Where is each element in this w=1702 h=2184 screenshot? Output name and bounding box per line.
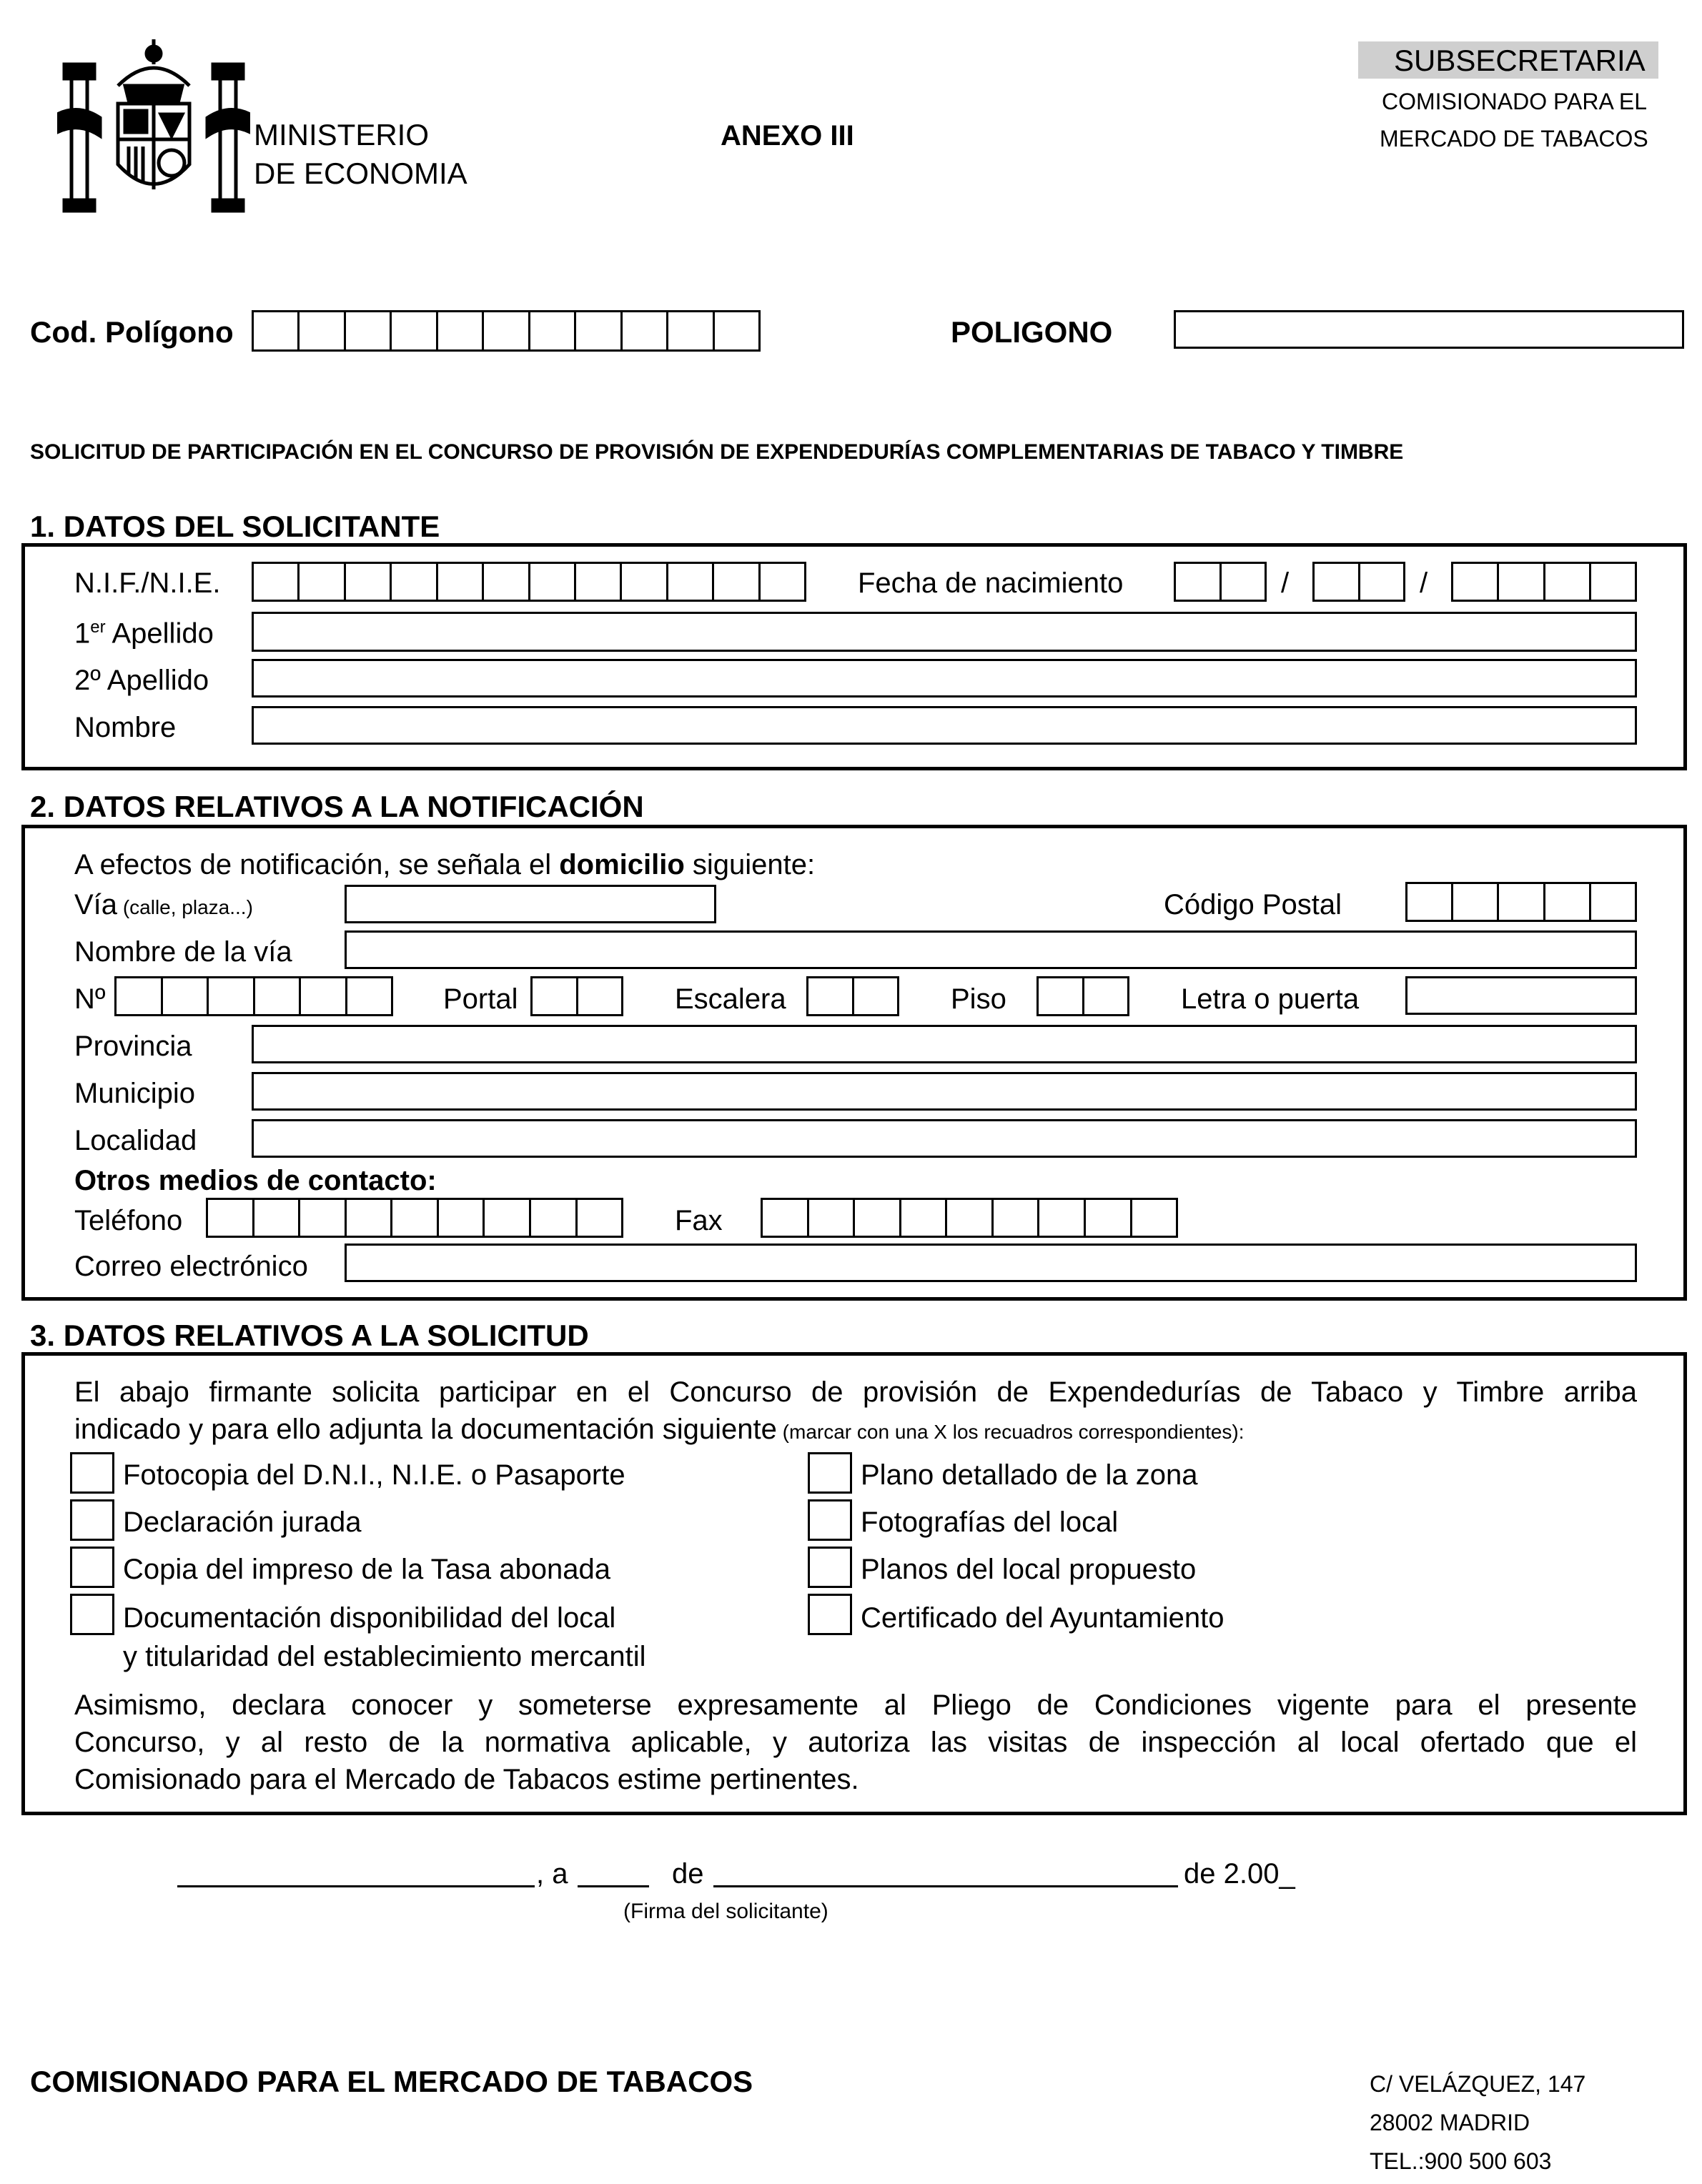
fax-label: Fax [675, 1205, 723, 1236]
fax-input[interactable] [761, 1198, 1178, 1238]
firma-solicitante-label: (Firma del solicitante) [623, 1900, 828, 1923]
intro-text-end: siguiente: [684, 849, 816, 880]
doc-item-documentacion-local-line2: y titularidad del establecimiento mercantil [123, 1641, 646, 1672]
solicitud-intro-line1: El abajo firmante solicita participar en el Concurso de provisión de Expendedurías de Tabaco y Timbre arriba [74, 1376, 1637, 1408]
comisionado-header-line1: COMISIONADO PARA EL [1382, 89, 1648, 114]
nombre-via-label: Nombre de la vía [74, 936, 292, 968]
via-text: Vía [74, 889, 118, 920]
signature-comma-a: , a [536, 1858, 568, 1890]
nombre-label: Nombre [74, 712, 177, 743]
form-title: SOLICITUD DE PARTICIPACIÓN EN EL CONCURSO DE PROVISIÓN DE EXPENDEDURÍAS COMPLEMENTARIAS DE TABACO Y TIMBRE [30, 440, 1404, 464]
notificacion-intro [74, 850, 815, 879]
intro-line2-text: indicado y para ello adjunta la documentación siguiente [74, 1414, 777, 1445]
codigo-postal-input[interactable] [1405, 882, 1637, 922]
checkbox-certificado-ayuntamiento[interactable] [808, 1594, 852, 1635]
portal-input[interactable] [530, 976, 623, 1016]
piso-label: Piso [951, 983, 1006, 1015]
intro-hint: (marcar con una X los recuadros correspondientes): [776, 1421, 1245, 1443]
doc-item-fotografias-local: Fotografías del local [861, 1507, 1119, 1538]
doc-item-fotocopia-dni: Fotocopia del D.N.I., N.I.E. o Pasaporte [123, 1459, 625, 1491]
annex-title: ANEXO III [721, 120, 854, 152]
section2-heading: 2. DATOS RELATIVOS A LA NOTIFICACIÓN [30, 790, 644, 823]
date-slash: / [1420, 567, 1428, 599]
escalera-input[interactable] [806, 976, 899, 1016]
ministry-name-line1: MINISTERIO [254, 118, 430, 152]
via-input[interactable] [345, 885, 716, 923]
place-signature-line[interactable] [177, 1885, 535, 1887]
nif-label: N.I.F./N.I.E. [74, 567, 221, 599]
signature-de: de [672, 1858, 704, 1890]
poligono-input[interactable] [1174, 310, 1684, 349]
fecha-nacimiento-label: Fecha de nacimiento [858, 567, 1124, 599]
checkbox-planos-local[interactable] [808, 1547, 852, 1588]
correo-label: Correo electrónico [74, 1251, 308, 1282]
correo-input[interactable] [345, 1244, 1637, 1282]
apellido2-input[interactable] [252, 659, 1637, 698]
letra-puerta-input[interactable] [1405, 976, 1637, 1015]
doc-item-documentacion-local: Documentación disponibilidad del local [123, 1602, 616, 1634]
subsecretaria-stamp [1358, 41, 1658, 79]
day-line[interactable] [578, 1885, 649, 1887]
via-label [74, 890, 253, 919]
nombre-input[interactable] [252, 706, 1637, 745]
footer-org: COMISIONADO PARA EL MERCADO DE TABACOS [30, 2065, 753, 2098]
date-slash: / [1281, 567, 1290, 599]
solicitud-intro-line2 [74, 1415, 1245, 1444]
numero-label: Nº [74, 983, 106, 1015]
numero-input[interactable] [114, 976, 393, 1016]
checkbox-fotocopia-dni[interactable] [70, 1452, 114, 1494]
doc-item-plano-zona: Plano detallado de la zona [861, 1459, 1198, 1491]
checkbox-copia-tasa[interactable] [70, 1547, 114, 1588]
checkbox-plano-zona[interactable] [808, 1452, 852, 1494]
cod-poligono-input[interactable] [252, 310, 761, 352]
doc-item-planos-local: Planos del local propuesto [861, 1554, 1197, 1585]
signature-year: de 2.00_ [1184, 1858, 1295, 1890]
month-line[interactable] [713, 1885, 1178, 1887]
escalera-label: Escalera [675, 983, 786, 1015]
declaracion-line2: Concurso, y al resto de la normativa aplicable, y autoriza las visitas de inspección al local ofertado que el [74, 1727, 1637, 1758]
apellido1-text: Apellido [105, 617, 214, 650]
nombre-via-input[interactable] [345, 930, 1637, 969]
apellido1-number: 1 [74, 617, 91, 650]
apellido2-label: 2º Apellido [74, 665, 209, 696]
via-hint: (calle, plaza...) [117, 896, 253, 918]
letra-puerta-label: Letra o puerta [1181, 983, 1360, 1015]
telefono-label: Teléfono [74, 1205, 183, 1236]
codigo-postal-label: Código Postal [1164, 889, 1342, 920]
subsecretaria-label: SUBSECRETARIA [1394, 44, 1646, 77]
nif-input[interactable] [252, 562, 806, 602]
apellido1-label [74, 617, 214, 650]
poligono-label: POLIGONO [951, 315, 1113, 349]
checkbox-fotografias-local[interactable] [808, 1499, 852, 1541]
apellido1-input[interactable] [252, 612, 1637, 652]
footer-address2: 28002 MADRID [1370, 2110, 1530, 2135]
doc-item-declaracion-jurada: Declaración jurada [123, 1507, 362, 1538]
apellido1-sup: er [90, 617, 106, 637]
section3-heading: 3. DATOS RELATIVOS A LA SOLICITUD [30, 1319, 589, 1352]
fecha-month-input[interactable] [1312, 562, 1405, 602]
otros-medios-label: Otros medios de contacto: [74, 1165, 437, 1196]
declaracion-line3: Comisionado para el Mercado de Tabacos estime pertinentes. [74, 1764, 859, 1795]
footer-tel: TEL.:900 500 603 [1370, 2148, 1552, 2174]
doc-item-certificado-ayuntamiento: Certificado del Ayuntamiento [861, 1602, 1224, 1634]
fecha-day-input[interactable] [1174, 562, 1267, 602]
municipio-input[interactable] [252, 1072, 1637, 1111]
coat-of-arms-logo [57, 36, 250, 218]
doc-item-copia-tasa: Copia del impreso de la Tasa abonada [123, 1554, 610, 1585]
checkbox-documentacion-local[interactable] [70, 1594, 114, 1635]
comisionado-header-line2: MERCADO DE TABACOS [1380, 126, 1648, 152]
ministry-name-line2: DE ECONOMIA [254, 157, 467, 190]
localidad-input[interactable] [252, 1119, 1637, 1158]
provincia-input[interactable] [252, 1025, 1637, 1063]
municipio-label: Municipio [74, 1078, 195, 1109]
localidad-label: Localidad [74, 1125, 197, 1156]
piso-input[interactable] [1036, 976, 1129, 1016]
telefono-input[interactable] [206, 1198, 623, 1238]
provincia-label: Provincia [74, 1031, 192, 1062]
section1-heading: 1. DATOS DEL SOLICITANTE [30, 510, 440, 543]
cod-poligono-label: Cod. Polígono [30, 315, 234, 349]
checkbox-declaracion-jurada[interactable] [70, 1499, 114, 1541]
footer-address1: C/ VELÁZQUEZ, 147 [1370, 2071, 1586, 2097]
intro-bold: domicilio [559, 849, 685, 880]
fecha-year-input[interactable] [1451, 562, 1637, 602]
portal-label: Portal [443, 983, 518, 1015]
intro-text: A efectos de notificación, se señala el [74, 849, 560, 880]
declaracion-line1: Asimismo, declara conocer y someterse expresamente al Pliego de Condiciones vigente para el presente [74, 1689, 1637, 1721]
